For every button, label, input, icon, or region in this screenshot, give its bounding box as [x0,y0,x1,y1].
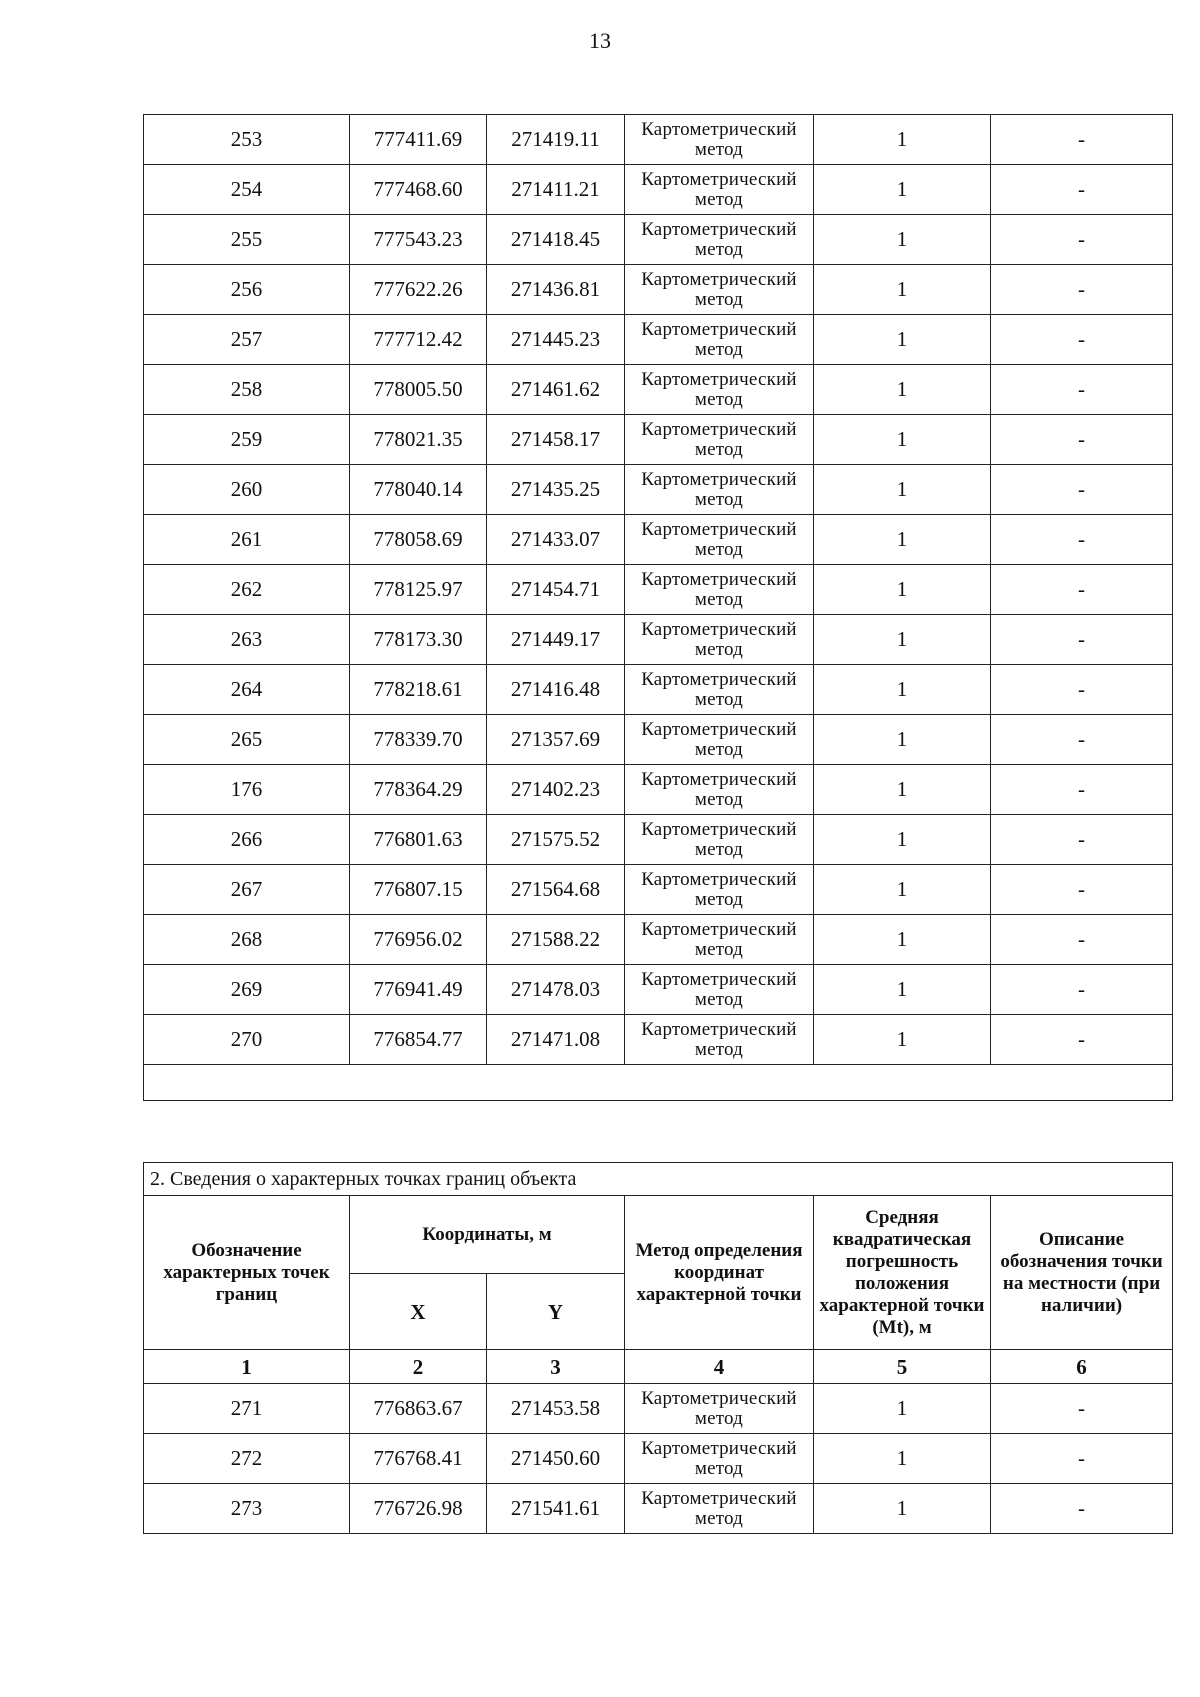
description-cell: - [991,1484,1173,1534]
error-cell: 1 [814,565,991,615]
point-cell: 263 [144,615,350,665]
error-cell: 1 [814,365,991,415]
method-cell: Картометрический метод [625,765,814,815]
column-number: 2 [350,1350,487,1384]
description-cell: - [991,165,1173,215]
method-cell: Картометрический метод [625,465,814,515]
table-row [144,765,1173,815]
page-number: 13 [589,28,611,53]
x-cell: 776726.98 [350,1484,487,1534]
header-description: Описание обозначения точки на местности (при наличии) [991,1196,1173,1350]
y-cell: 271418.45 [487,215,625,265]
point-cell: 261 [144,515,350,565]
table-row [144,215,1173,265]
method-cell: Картометрический метод [625,215,814,265]
empty-cell [144,1065,1173,1101]
table-row [144,365,1173,415]
method-cell: Картометрический метод [625,715,814,765]
point-cell: 266 [144,815,350,865]
method-cell: Картометрический метод [625,115,814,165]
method-cell: Картометрический метод [625,665,814,715]
table-row [144,415,1173,465]
x-cell: 777543.23 [350,215,487,265]
table-row [144,315,1173,365]
empty-row [144,1065,1173,1101]
table-row [144,1434,1173,1484]
error-cell: 1 [814,1015,991,1065]
y-cell: 271449.17 [487,615,625,665]
boundary-points-table [143,1162,1173,1534]
table-body [144,115,1173,1101]
y-cell: 271419.11 [487,115,625,165]
table-row [144,1384,1173,1434]
x-cell: 777468.60 [350,165,487,215]
table-row [144,865,1173,915]
y-cell: 271471.08 [487,1015,625,1065]
table-row [144,565,1173,615]
header-point: Обозначение характерных точек границ [144,1196,350,1350]
point-cell: 267 [144,865,350,915]
y-cell: 271436.81 [487,265,625,315]
description-cell: - [991,665,1173,715]
method-cell: Картометрический метод [625,615,814,665]
y-cell: 271588.22 [487,915,625,965]
method-cell: Картометрический метод [625,965,814,1015]
description-cell: - [991,115,1173,165]
column-number: 6 [991,1350,1173,1384]
y-cell: 271357.69 [487,715,625,765]
point-cell: 268 [144,915,350,965]
description-cell: - [991,1015,1173,1065]
point-cell: 255 [144,215,350,265]
error-cell: 1 [814,815,991,865]
error-cell: 1 [814,715,991,765]
description-cell: - [991,315,1173,365]
description-cell: - [991,915,1173,965]
description-cell: - [991,265,1173,315]
header-coords: Координаты, м [350,1196,625,1274]
table-row [144,465,1173,515]
method-cell: Картометрический метод [625,1384,814,1434]
x-cell: 778125.97 [350,565,487,615]
column-number: 3 [487,1350,625,1384]
method-cell: Картометрический метод [625,165,814,215]
description-cell: - [991,215,1173,265]
table-row [144,965,1173,1015]
error-cell: 1 [814,1484,991,1534]
x-cell: 776807.15 [350,865,487,915]
error-cell: 1 [814,215,991,265]
method-cell: Картометрический метод [625,1484,814,1534]
table-row [144,665,1173,715]
error-cell: 1 [814,965,991,1015]
method-cell: Картометрический метод [625,1434,814,1484]
error-cell: 1 [814,115,991,165]
error-cell: 1 [814,315,991,365]
x-cell: 777712.42 [350,315,487,365]
y-cell: 271435.25 [487,465,625,515]
table-caption: 2. Сведения о характерных точках границ объекта [144,1163,1173,1196]
point-cell: 273 [144,1484,350,1534]
table-row [144,715,1173,765]
point-cell: 260 [144,465,350,515]
description-cell: - [991,415,1173,465]
description-cell: - [991,465,1173,515]
description-cell: - [991,565,1173,615]
method-cell: Картометрический метод [625,365,814,415]
y-cell: 271454.71 [487,565,625,615]
error-cell: 1 [814,915,991,965]
point-cell: 262 [144,565,350,615]
error-cell: 1 [814,615,991,665]
point-cell: 253 [144,115,350,165]
x-cell: 777411.69 [350,115,487,165]
point-cell: 254 [144,165,350,215]
table-row [144,165,1173,215]
error-cell: 1 [814,1384,991,1434]
table-body [144,1384,1173,1534]
description-cell: - [991,615,1173,665]
x-cell: 776801.63 [350,815,487,865]
description-cell: - [991,515,1173,565]
point-cell: 176 [144,765,350,815]
table-row [144,1015,1173,1065]
description-cell: - [991,965,1173,1015]
x-cell: 778218.61 [350,665,487,715]
description-cell: - [991,1434,1173,1484]
point-cell: 269 [144,965,350,1015]
description-cell: - [991,765,1173,815]
point-cell: 272 [144,1434,350,1484]
y-cell: 271445.23 [487,315,625,365]
table-row [144,115,1173,165]
x-cell: 778173.30 [350,615,487,665]
y-cell: 271575.52 [487,815,625,865]
y-cell: 271411.21 [487,165,625,215]
error-cell: 1 [814,665,991,715]
method-cell: Картометрический метод [625,1015,814,1065]
x-cell: 776854.77 [350,1015,487,1065]
table-row [144,815,1173,865]
coordinates-table-continued [143,114,1173,1101]
point-cell: 265 [144,715,350,765]
y-cell: 271453.58 [487,1384,625,1434]
point-cell: 264 [144,665,350,715]
x-cell: 778005.50 [350,365,487,415]
header-error: Средняя квадратическая погрешность положения характерной точки (Mt), м [814,1196,991,1350]
error-cell: 1 [814,415,991,465]
y-cell: 271461.62 [487,365,625,415]
error-cell: 1 [814,265,991,315]
header-y: Y [487,1274,625,1350]
table-row [144,265,1173,315]
x-cell: 777622.26 [350,265,487,315]
y-cell: 271402.23 [487,765,625,815]
point-cell: 270 [144,1015,350,1065]
x-cell: 778339.70 [350,715,487,765]
header-x: X [350,1274,487,1350]
point-cell: 271 [144,1384,350,1434]
point-cell: 257 [144,315,350,365]
error-cell: 1 [814,1434,991,1484]
error-cell: 1 [814,165,991,215]
method-cell: Картометрический метод [625,315,814,365]
point-cell: 259 [144,415,350,465]
x-cell: 778364.29 [350,765,487,815]
method-cell: Картометрический метод [625,915,814,965]
method-cell: Картометрический метод [625,415,814,465]
x-cell: 776768.41 [350,1434,487,1484]
error-cell: 1 [814,465,991,515]
y-cell: 271564.68 [487,865,625,915]
y-cell: 271450.60 [487,1434,625,1484]
table-row [144,515,1173,565]
table-header [144,1163,1173,1384]
description-cell: - [991,365,1173,415]
x-cell: 778058.69 [350,515,487,565]
description-cell: - [991,865,1173,915]
y-cell: 271478.03 [487,965,625,1015]
y-cell: 271416.48 [487,665,625,715]
method-cell: Картометрический метод [625,815,814,865]
x-cell: 776941.49 [350,965,487,1015]
error-cell: 1 [814,865,991,915]
column-number: 4 [625,1350,814,1384]
x-cell: 776863.67 [350,1384,487,1434]
error-cell: 1 [814,765,991,815]
y-cell: 271433.07 [487,515,625,565]
y-cell: 271541.61 [487,1484,625,1534]
header-method: Метод определения координат характерной точки [625,1196,814,1350]
column-number: 5 [814,1350,991,1384]
x-cell: 776956.02 [350,915,487,965]
error-cell: 1 [814,515,991,565]
column-number: 1 [144,1350,350,1384]
y-cell: 271458.17 [487,415,625,465]
description-cell: - [991,1384,1173,1434]
x-cell: 778040.14 [350,465,487,515]
method-cell: Картометрический метод [625,515,814,565]
point-cell: 256 [144,265,350,315]
description-cell: - [991,815,1173,865]
table-row [144,615,1173,665]
table-row [144,1484,1173,1534]
x-cell: 778021.35 [350,415,487,465]
point-cell: 258 [144,365,350,415]
method-cell: Картометрический метод [625,265,814,315]
method-cell: Картометрический метод [625,865,814,915]
method-cell: Картометрический метод [625,565,814,615]
table-row [144,915,1173,965]
description-cell: - [991,715,1173,765]
